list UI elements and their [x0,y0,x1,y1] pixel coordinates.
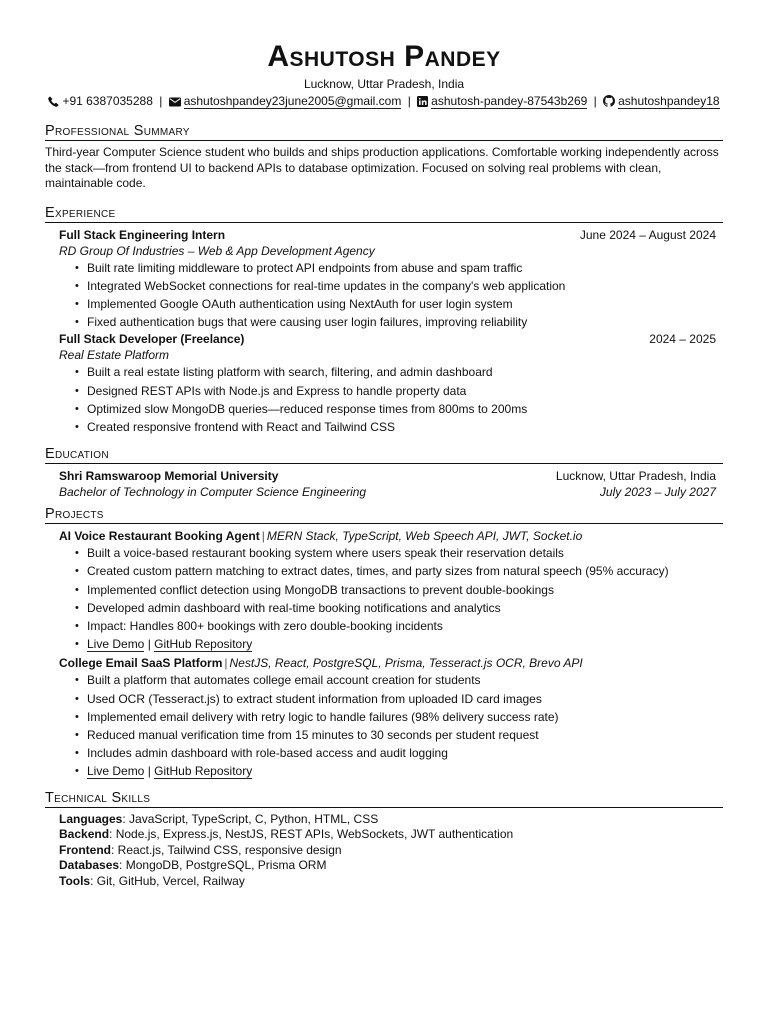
phone-number: +91 6387035288 [62,94,153,108]
job-dates: June 2024 – August 2024 [579,227,716,242]
project-name: AI Voice Restaurant Booking Agent [59,529,260,544]
job-dates: 2024 – 2025 [649,332,716,347]
skill-label: Frontend [59,842,111,857]
list-item: • Implemented conflict detection using MongoDB transactions to prevent double-bookings [73,581,716,599]
skill-row: Backend: Node.js, Express.js, NestJS, REST APIs, WebSockets, JWT authentication [59,827,514,842]
job-bullets [59,259,716,332]
phone-contact [48,94,156,108]
degree: Bachelor of Technology in Computer Science Engineering [59,485,367,500]
github-contact[interactable] [603,94,719,108]
list-item: • Built rate limiting middleware to protect API endpoints from abuse and spam traffic [73,259,716,277]
projects-heading: Projects [45,505,723,524]
list-item: • Fixed authentication bugs that were causing user login failures, improving reliability [73,313,716,331]
projects-list [45,528,723,780]
job-role: Full Stack Developer (Freelance) [59,332,245,347]
project-entry: College Email SaaS Platform | NestJS, React, PostgreSQL, Prisma, Tesseract.js OCR, Brevo API • Built a platform that automates college email account creation for students • Used OCR (Tesseract.js) to extract student information from uploaded ID card images • Implemented email delivery with retry logic to handle failures (98% delivery success rate) • Reduced manual verification time from 15 minutes to 30 seconds per student request • Includes admin dashboard with role-based access and audit logging • Live Demo | GitHub Repository [59,655,716,780]
list-item: • Optimized slow MongoDB queries—reduced response times from 800ms to 200ms [73,400,716,418]
school-name: Shri Ramswaroop Memorial University [59,469,279,484]
list-item: • Built a voice-based restaurant booking system where users speak their reservation details [73,544,716,562]
project-bullets [59,544,716,653]
email-contact[interactable] [169,94,405,108]
list-item: • Impact: Handles 800+ bookings with zero double-booking incidents [73,617,716,635]
skill-row: Tools: Git, GitHub, Vercel, Railway [59,873,245,888]
skill-value: React.js, Tailwind CSS, responsive design [117,842,342,857]
experience-entry [59,227,716,332]
contact-line [45,93,723,110]
list-item: • Integrated WebSocket connections for real-time updates in the company's web application [73,277,716,295]
project-bullets [59,671,716,780]
school-location: Lucknow, Uttar Pradesh, India [555,469,716,484]
separator: | [407,94,411,108]
job-role: Full Stack Engineering Intern [59,227,226,242]
job-organization: RD Group Of Industries – Web & App Development Agency [59,243,375,258]
job-organization: Real Estate Platform [59,348,170,363]
list-item: • Used OCR (Tesseract.js) to extract student information from uploaded ID card images [73,690,716,708]
candidate-name: Ashutosh Pandey [267,40,501,73]
education-dates: July 2023 – July 2027 [599,485,716,500]
project-links: • Live Demo | GitHub Repository [73,762,716,780]
skill-row: Languages: JavaScript, TypeScript, C, Python, HTML, CSS [59,811,379,826]
skill-row: Databases: MongoDB, PostgreSQL, Prisma ORM [59,858,327,873]
header-location: Lucknow, Uttar Pradesh, India [303,77,465,91]
skill-label: Backend [59,827,110,842]
skill-row: Frontend: React.js, Tailwind CSS, responsive design [59,842,342,857]
github-icon [603,95,615,107]
project-tech: MERN Stack, TypeScript, Web Speech API, JWT, Socket.io [266,529,583,544]
skill-value: MongoDB, PostgreSQL, Prisma ORM [125,858,327,873]
skills-heading: Technical Skills [45,789,723,808]
list-item: • Developed admin dashboard with real-time booking notifications and analytics [73,599,716,617]
skill-value: Git, GitHub, Vercel, Railway [96,873,245,888]
list-item: • Reduced manual verification time from 15 minutes to 30 seconds per student request [73,726,716,744]
summary-heading: Professional Summary [45,122,723,141]
linkedin-contact[interactable] [417,94,590,108]
linkedin-link[interactable]: ashutosh-pandey-87543b269 [431,94,588,108]
skill-label: Databases [59,858,120,873]
list-item: • Includes admin dashboard with role-based access and audit logging [73,744,716,762]
list-item: • Implemented email delivery with retry logic to handle failures (98% delivery success rate) [73,708,716,726]
list-item: • Built a platform that automates college email account creation for students [73,671,716,689]
job-bullets [59,363,716,436]
list-item: • Created responsive frontend with React and Tailwind CSS [73,418,716,436]
list-item: • Built a real estate listing platform with search, filtering, and admin dashboard [73,363,716,381]
summary-text: Third-year Computer Science student who builds and ships production applications. Comfortable working independently across the stack—from frontend UI to backend APIs to database optimization. Focused on solving real problems with clean, maintainable code. [45,145,719,190]
list-item: • Created custom pattern matching to extract dates, times, and party sizes from natural speech (95% accuracy) [73,562,716,580]
email-link[interactable]: ashutoshpandey23june2005@gmail.com [183,94,402,108]
project-tech: NestJS, React, PostgreSQL, Prisma, Tesseract.js OCR, Brevo API [229,656,583,671]
project-entry: AI Voice Restaurant Booking Agent | MERN Stack, TypeScript, Web Speech API, JWT, Socket.io • Built a voice-based restaurant booking system where users speak their reservation details • Created custom pattern matching to extract dates, times, and party sizes from natural speech (95% accuracy) • Implemented conflict detection using MongoDB transactions to prevent double-bookings • Developed admin dashboard with real-time booking notifications and analytics • Impact: Handles 800+ bookings with zero double-booking incidents • Live Demo | GitHub Repository [59,528,716,653]
github-repository-link[interactable]: GitHub Repository [154,764,253,779]
experience-entry [59,331,716,436]
separator: | [159,94,163,108]
experience-list [45,227,723,437]
phone-icon [48,96,59,107]
skill-value: JavaScript, TypeScript, C, Python, HTML, CSS [129,811,379,826]
education-entry [45,468,723,500]
skill-label: Tools [59,873,91,888]
list-item: • Designed REST APIs with Node.js and Express to handle property data [73,382,716,400]
live-demo-link[interactable]: Live Demo [87,637,145,652]
skill-value: Node.js, Express.js, NestJS, REST APIs, WebSockets, JWT authentication [115,827,514,842]
skill-label: Languages [59,811,123,826]
education-heading: Education [45,445,723,464]
linkedin-icon [417,96,428,107]
github-link[interactable]: ashutoshpandey18 [618,94,720,108]
project-name: College Email SaaS Platform [59,656,223,671]
skills-list [45,812,723,890]
resume-page [45,40,723,889]
experience-heading: Experience [45,204,723,223]
project-links: • Live Demo | GitHub Repository [73,635,716,653]
live-demo-link[interactable]: Live Demo [87,764,145,779]
envelope-icon [169,97,181,107]
separator: | [593,94,597,108]
github-repository-link[interactable]: GitHub Repository [154,637,253,652]
list-item: • Implemented Google OAuth authentication using NextAuth for user login system [73,295,716,313]
